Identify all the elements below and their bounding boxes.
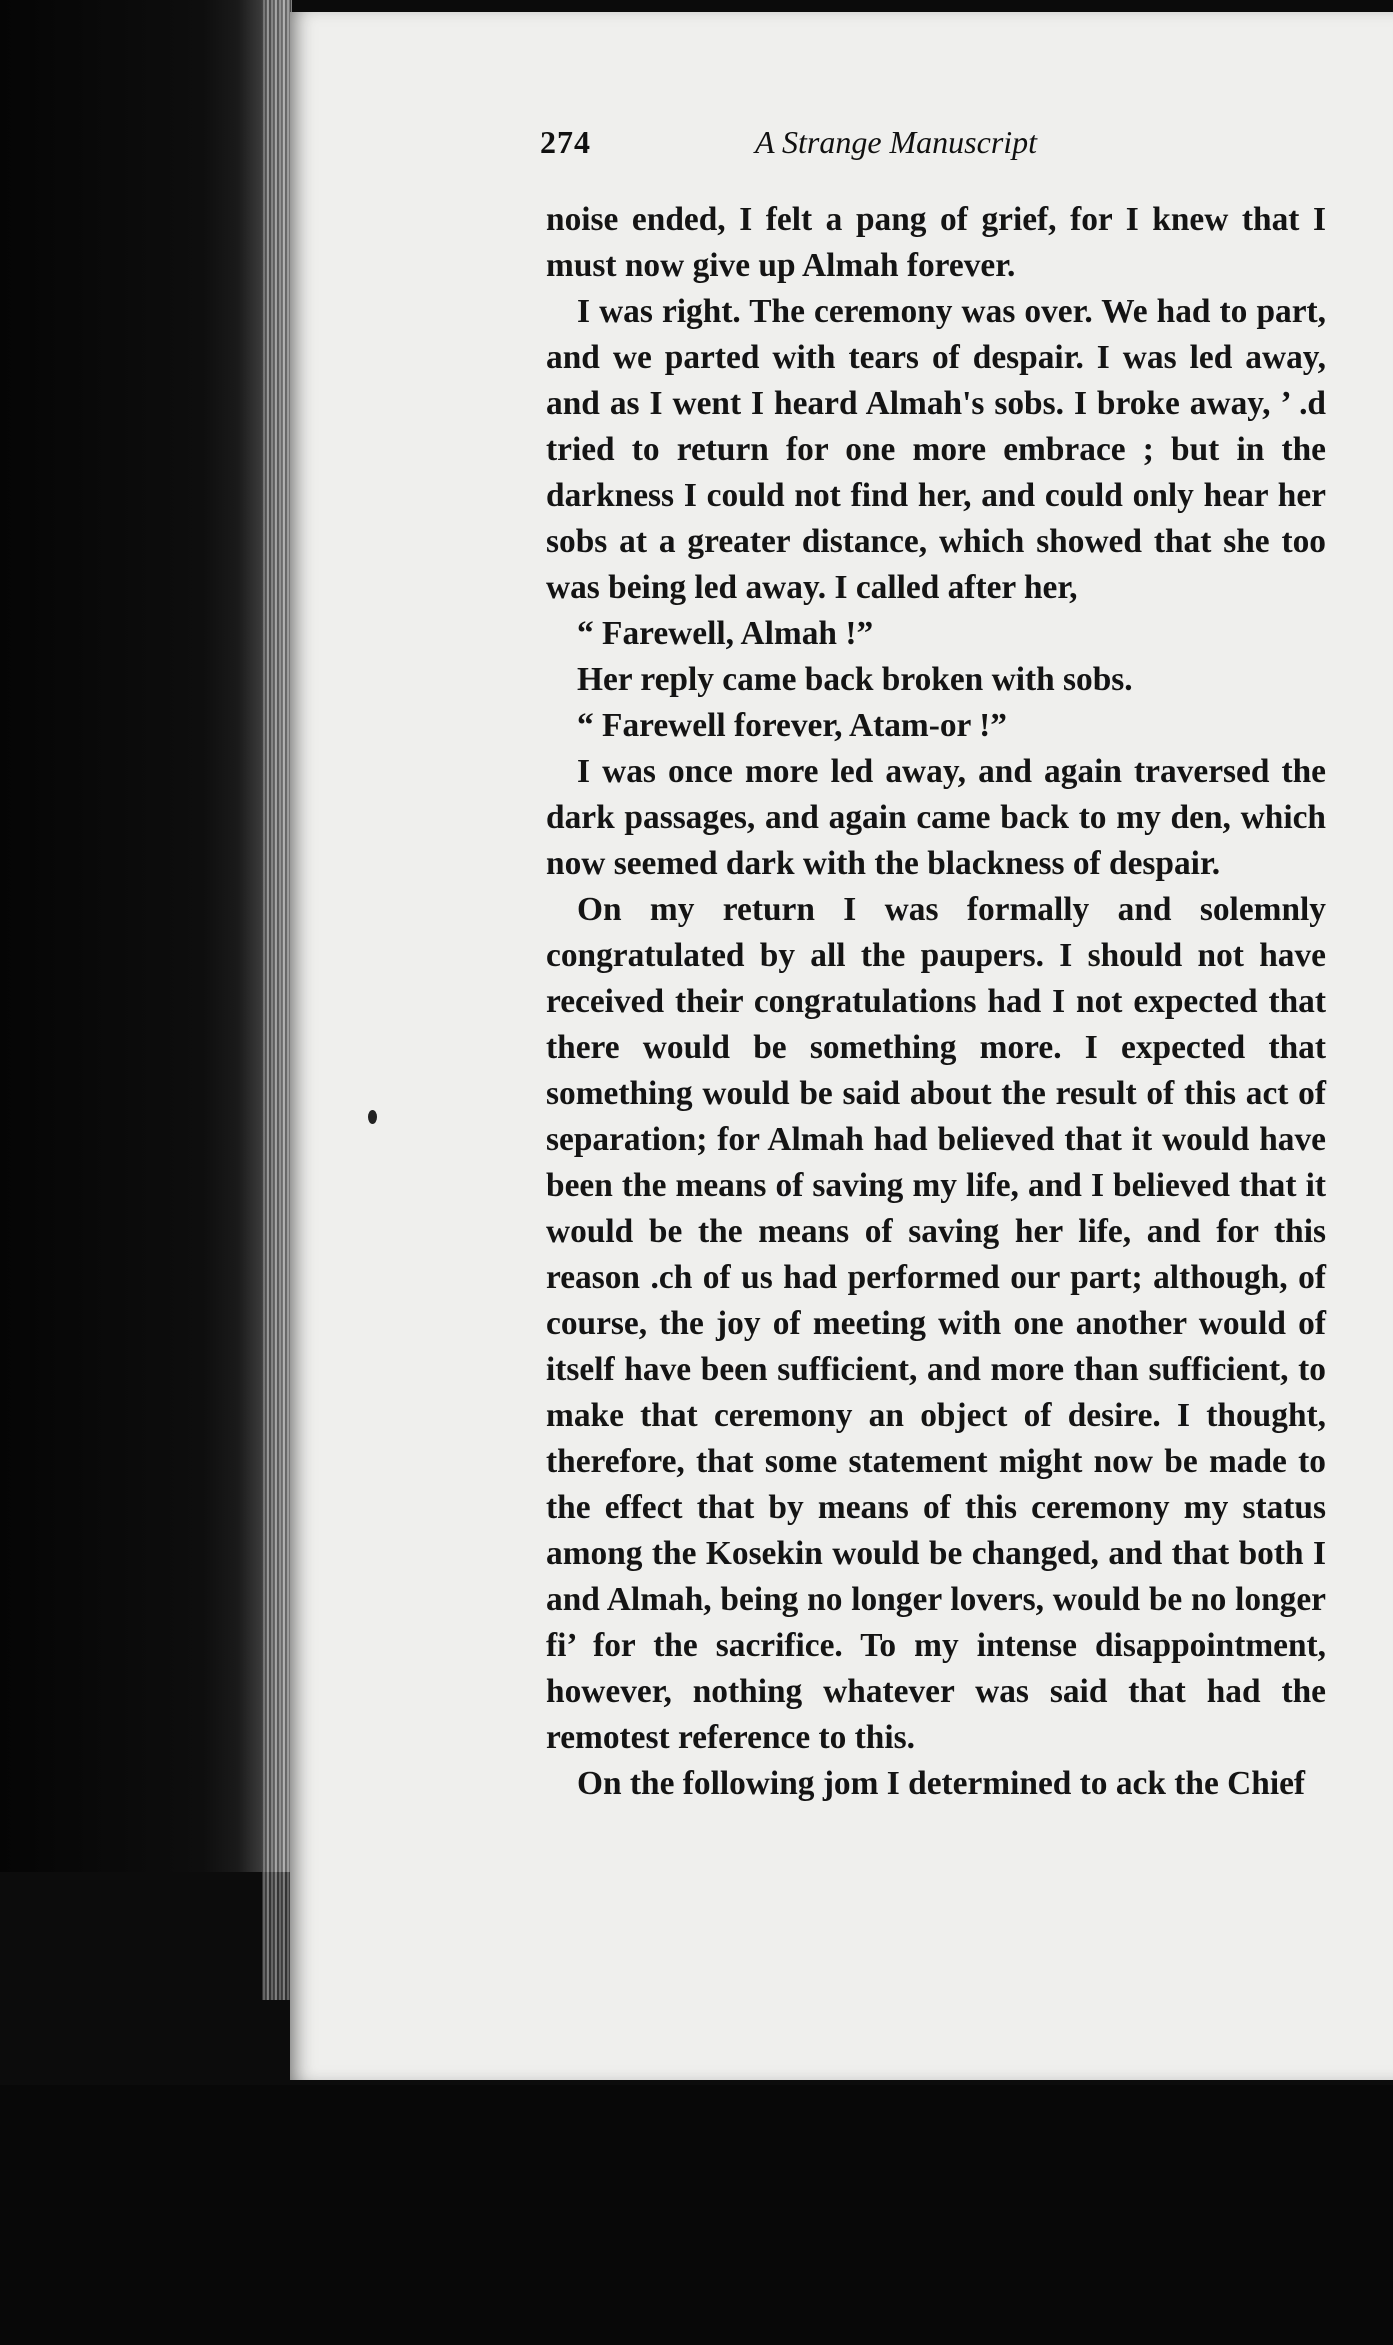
page-header	[540, 124, 1393, 172]
paragraph: I was right. The ceremony was over. We had to part, and we parted with tears of despair. I was led away, and as I went I heard Almah's sobs. I broke away, ’ .d tried to return for one more embrace ; but in the darkness I could not find her, and could only hear her sobs at a greater distance, which showed that she too was being led away. I called after her,	[546, 293, 1326, 606]
scan-bottom-edge	[0, 2085, 1393, 2345]
book-gutter	[0, 0, 290, 1872]
paragraph: Her reply came back broken with sobs.	[577, 661, 1133, 698]
ink-spot	[368, 1110, 377, 1124]
page-edges	[262, 0, 292, 2000]
running-title: A Strange Manuscript	[755, 124, 1038, 160]
paragraph: I was once more led away, and again traversed the dark passages, and again came back to my den, which now seemed dark with the blackness of despair.	[546, 753, 1326, 882]
body-text	[546, 197, 1326, 1807]
paragraph: “ Farewell forever, Atam-or !”	[577, 707, 1007, 744]
book-page	[290, 12, 1393, 2080]
paragraph: On the following jom I determined to ack the Chief	[577, 1765, 1306, 1802]
paragraph: noise ended, I felt a pang of grief, for I knew that I must now give up Almah forever.	[546, 201, 1326, 284]
paragraph: On my return I was formally and solemnly congratulated by all the paupers. I should not have received their congratulations had I not expected that there would be something more. I expected that something would be said about the result of this act of separation; for Almah had believed that it would have been the means of saving my life, and I believed that it would be the means of saving her life, and for this reason .ch of us had performed our part; although, of course, the joy of meeting with one another would of itself have been sufficient, and more than sufficient, to make that ceremony an object of desire. I thought, therefore, that some statement might now be made to the effect that by means of this ceremony my status among the Kosekin would be changed, and that both I and Almah, being no longer lovers, would be no longer fi’ for the sacrifice. To my intense disappointment, however, nothing whatever was said that had the remotest reference to this.	[546, 891, 1326, 1756]
page-number: 274	[540, 124, 591, 160]
paragraph: “ Farewell, Almah !”	[577, 615, 874, 652]
